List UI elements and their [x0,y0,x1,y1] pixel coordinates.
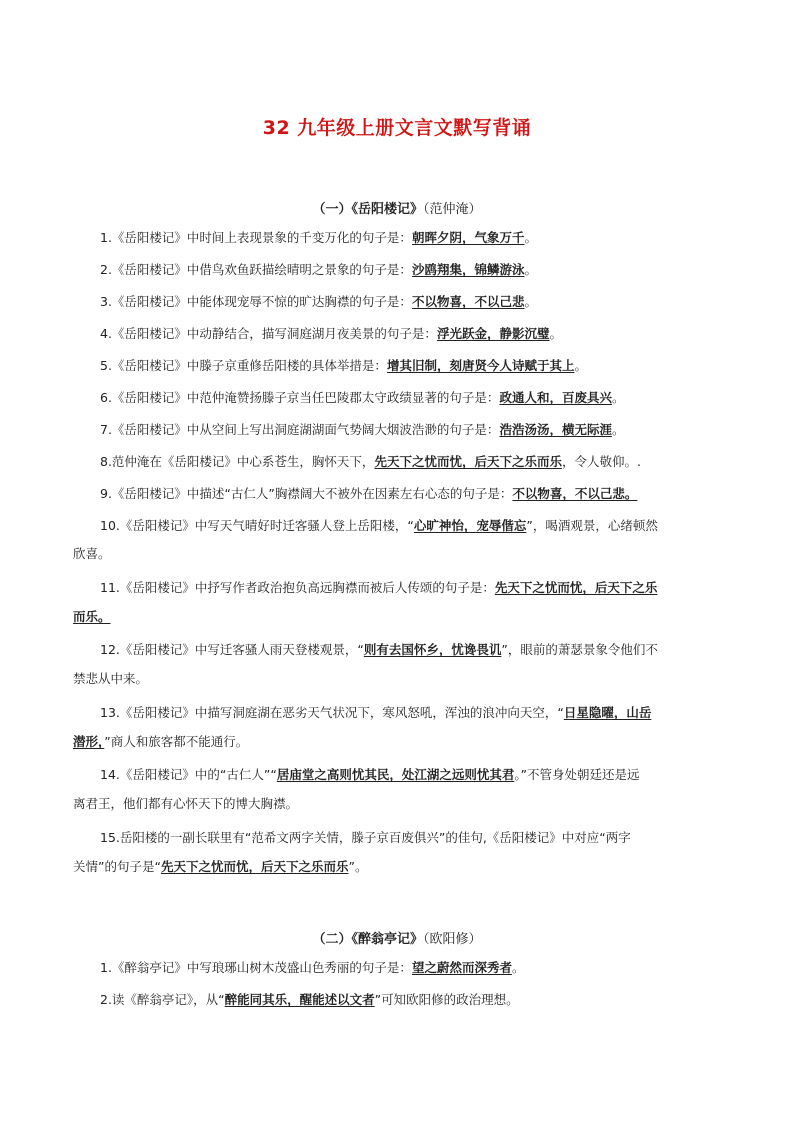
question-text: 3.《岳阳楼记》中能体现宠辱不惊的旷达胸襟的句子是： [100,294,412,309]
question-line [100,419,723,441]
question-line [100,764,723,786]
question-continuation [73,731,723,753]
answer-text: 则有去国怀乡，忧谗畏讥 [363,642,502,657]
answer-text: 潜形， [73,734,105,749]
question-continuation: 欣喜。 [73,546,111,561]
question-line [100,323,723,345]
question-continuation [73,856,723,878]
question-tail: 。 [524,294,537,309]
answer-text: 不以物喜，不以己悲。 [512,486,638,501]
answer-text: 增其旧制，刻唐贤今人诗赋于其上 [386,358,575,373]
section-number: （一） [312,202,352,217]
question-text: 2.读《醉翁亭记》，从“ [100,992,225,1007]
question-tail: 。 [549,326,562,341]
question-line [100,387,723,409]
question-line [100,227,723,249]
question-continuation [73,606,723,628]
section-author: （欧阳修） [423,932,482,947]
answer-text: 不以物喜，不以己悲 [411,294,525,309]
question-continuation: 离君王，他们都有心怀天下的博大胸襟。 [73,796,299,811]
question-tail: ，令人敬仰。. [561,454,641,469]
question-tail: ”，眼前的萧瑟景象令他们不 [501,642,658,657]
answer-text: 先天下之忧而忧，后天下之乐而乐 [160,859,349,874]
question-tail: ”，喝酒观景，心绪顿然 [526,518,658,533]
question-text: 15.岳阳楼的一副长联里有“范希文两字关情，滕子京百废俱兴”的佳句,《岳阳楼记》中对应“两字 [100,830,631,845]
question-line [100,291,723,313]
question-line [100,483,723,505]
question-tail: 。”不管身处朝廷还是远 [514,767,640,782]
section-number: （二） [312,932,352,947]
question-text: 1.《醉翁亭记》中写琅琊山树木茂盛山色秀丽的句子是： [100,960,412,975]
section-work-title: 《岳阳楼记》 [351,202,423,217]
question-line [100,827,723,849]
question-continuation: 禁悲从中来。 [73,671,149,686]
question-line [100,639,723,661]
question-tail: 。 [574,358,587,373]
question-text: 2.《岳阳楼记》中借鸟欢鱼跃描绘晴明之景象的句子是： [100,262,412,277]
section-author: （范仲淹） [423,202,482,217]
answer-text: 朝晖夕阴，气象万千 [411,230,525,245]
question-text: 7.《岳阳楼记》中从空间上写出洞庭湖湖面气势阔大烟波浩渺的句子是： [100,422,500,437]
question-line [100,451,723,473]
question-line [100,259,723,281]
question-text: 13.《岳阳楼记》中描写洞庭湖在恶劣天气状况下，寒风怒吼，浑浊的浪冲向天空，“ [100,705,564,720]
answer-text: 沙鸥翔集，锦鳞游泳 [411,262,525,277]
question-line [100,355,723,377]
section-heading-2 [0,928,794,947]
question-tail: 。 [524,230,537,245]
section-heading-1 [0,198,794,217]
question-line [100,957,723,979]
answer-text: 而乐。 [73,609,111,624]
question-text: 10.《岳阳楼记》中写天气晴好时迁客骚人登上岳阳楼，“ [100,518,414,533]
question-text: 11.《岳阳楼记》中抒写作者政治抱负高远胸襟而被后人传颂的句子是： [100,580,495,595]
question-text: 4.《岳阳楼记》中动静结合，描写洞庭湖月夜美景的句子是： [100,326,437,341]
question-line [100,515,723,537]
question-tail: ”可知欧阳修的政治理想。 [374,992,519,1007]
section-work-title: 《醉翁亭记》 [351,932,423,947]
question-text: 关情”的句子是“ [73,859,161,874]
answer-text: 浩浩汤汤，横无际涯 [499,422,612,437]
question-text: 9.《岳阳楼记》中描述“古仁人”胸襟阔大不被外在因素左右心态的句子是： [100,486,513,501]
answer-text: 政通人和，百废具兴 [499,390,612,405]
question-tail: ”商人和旅客都不能通行。 [104,734,249,749]
question-tail: 。 [611,390,625,405]
answer-text: 望之蔚然而深秀者 [411,960,512,975]
question-line [100,989,723,1011]
answer-text: 居庙堂之高则忧其民，处江湖之远则忧其君 [276,767,515,782]
question-text: 14.《岳阳楼记》中的“古仁人”“ [100,767,277,782]
question-line [100,702,723,724]
answer-text: 浮光跃金，静影沉璧 [436,326,550,341]
answer-text: 先天下之忧而忧，后天下之乐而乐 [374,454,562,469]
question-text: 5.《岳阳楼记》中滕子京重修岳阳楼的具体举措是： [100,358,387,373]
question-tail: 。 [611,422,625,437]
answer-text: 先天下之忧而忧，后天下之乐 [494,580,658,595]
answer-text: 日星隐曜，山岳 [563,705,652,720]
question-text: 6.《岳阳楼记》中范仲淹赞扬滕子京当任巴陵郡太守政绩显著的句子是： [100,390,500,405]
answer-text: 心旷神怡，宠辱偕忘 [413,518,527,533]
question-text: 1.《岳阳楼记》中时间上表现景象的千变万化的句子是： [100,230,412,245]
question-text: 12.《岳阳楼记》中写迁客骚人雨天登楼观景，“ [100,642,364,657]
answer-text: 醉能同其乐，醒能述以文者 [224,992,375,1007]
question-tail: 。 [524,262,537,277]
question-tail: ”。 [348,859,368,874]
question-line [100,577,723,599]
page-title: 32 九年级上册文言文默写背诵 [262,117,532,139]
question-tail: 。 [511,960,525,975]
question-text: 8.范仲淹在《岳阳楼记》中心系苍生，胸怀天下， [100,454,375,469]
